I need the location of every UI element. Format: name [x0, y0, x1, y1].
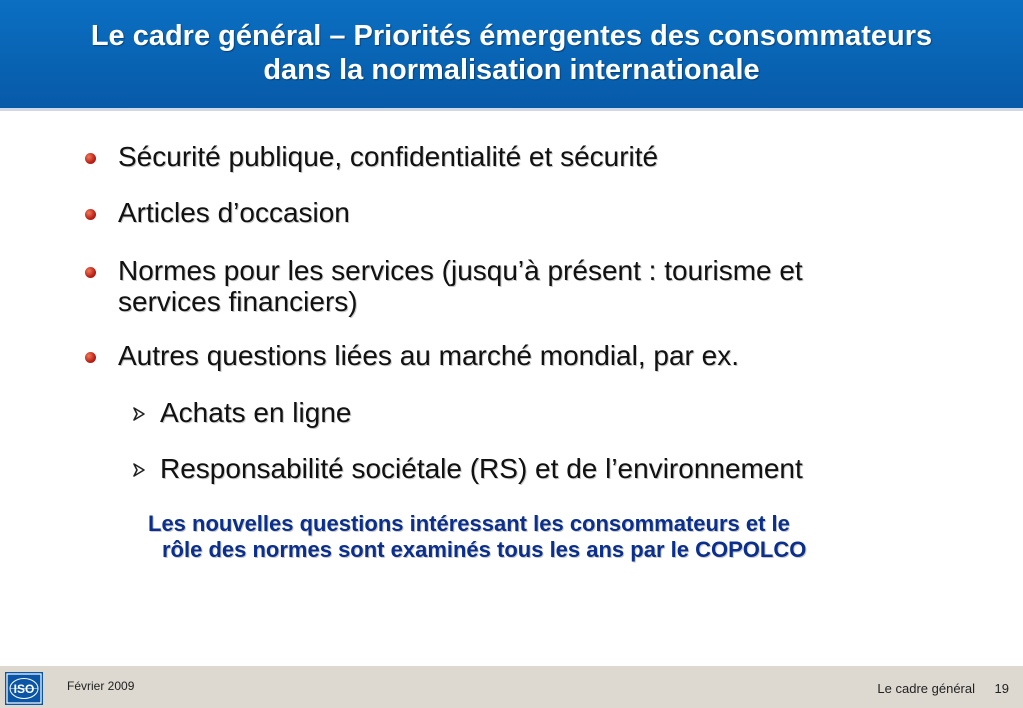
slide-title-line-2: dans la normalisation internationale [263, 54, 760, 86]
bullet-item-3-line-1: Normes pour les services (jusqu’à présent : tourisme et [118, 255, 803, 286]
bullet-item-3-line-2: services financiers) [118, 286, 358, 317]
bullet-dot-icon [85, 153, 96, 164]
bullet-item-2: Articles d’occasion [118, 197, 350, 228]
sub-bullet-item-2: Responsabilité sociétale (RS) et de l’environnement [160, 453, 803, 484]
title-divider [0, 108, 1023, 111]
note-line-2: rôle des normes sont examinés tous les ans par le COPOLCO [162, 537, 807, 562]
bullet-item-4: Autres questions liées au marché mondial, par ex. [118, 340, 739, 371]
bullet-dot-icon [85, 267, 96, 278]
note-line-1: Les nouvelles questions intéressant les consommateurs et le [148, 511, 790, 536]
bullet-item-1: Sécurité publique, confidentialité et sécurité [118, 141, 659, 172]
slide-title-bar [0, 0, 1023, 108]
iso-logo-text: ISO [13, 682, 35, 696]
arrow-bullet-icon [131, 462, 147, 478]
iso-logo [5, 672, 43, 705]
sub-bullet-item-1: Achats en ligne [160, 397, 352, 428]
slide-title-line-1: Le cadre général – Priorités émergentes des consommateurs [90, 20, 933, 52]
footer-page-number: 19 [994, 681, 1009, 696]
slide-footer [0, 666, 1023, 708]
bullet-dot-icon [85, 352, 96, 363]
bullet-dot-icon [85, 209, 96, 220]
arrow-bullet-icon [131, 406, 147, 422]
footer-section-title: Le cadre général [877, 681, 975, 696]
copolco-note [148, 511, 948, 563]
footer-date: Février 2009 [67, 679, 135, 693]
